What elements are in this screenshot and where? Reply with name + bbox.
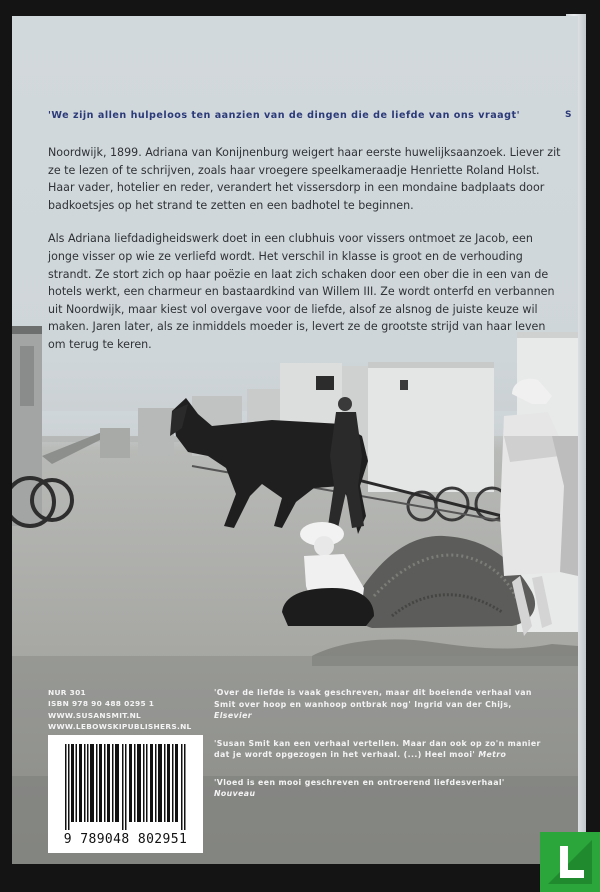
barcode-label — [48, 735, 203, 853]
spine-letter: S — [565, 110, 572, 120]
review-quote-text: 'Over de liefde is vaak geschreven, maar dit boeiende verhaal van Smit over hoop en wanhoop ontbrak nog' Ingrid van der Chijs, — [214, 688, 532, 709]
publication-info — [48, 687, 192, 732]
nur-code: NUR 301 — [48, 688, 86, 697]
review-quote — [214, 777, 549, 800]
review-source: Metro — [478, 750, 507, 759]
review-source: Nouveau — [214, 789, 256, 798]
barcode-number: 9 789048 802951 — [63, 832, 188, 847]
cover-panel — [12, 16, 578, 864]
publisher-website: WWW.LEBOWSKIPUBLISHERS.NL — [48, 721, 192, 731]
barcode-icon — [65, 744, 186, 830]
isbn: ISBN 978 90 488 0295 1 — [48, 699, 155, 709]
synopsis-paragraph-1: Noordwijk, 1899. Adriana van Konijnenburg weigert haar eerste huwelijksaanzoek. Liever zit ze te lezen of te schrijven, zoals haar vroegere speelkameraadje Henriette Roland Holst. Haar vader, hotelier en reder, verandert het vissersdorp in een mondaine badplaats door badkoetsjes op het strand te zetten en een badhotel te beginnen. — [48, 146, 561, 212]
pull-quote-headline: 'We zijn allen hulpeloos ten aanzien van de dingen die de liefde van ons vraagt' — [48, 110, 521, 121]
review-quote-text: 'Susan Smit kan een verhaal vertellen. Maar dan ook op zo'n manier dat je wordt opgezogen in het verhaal. (...) Heel mooi' — [214, 738, 541, 759]
synopsis — [48, 144, 562, 370]
review-quote — [214, 687, 549, 722]
review-quotes — [214, 687, 549, 816]
review-source: Elsevier — [214, 711, 253, 720]
lastdodo-L-icon — [540, 832, 600, 892]
watermark-badge — [540, 832, 600, 892]
author-website: WWW.SUSANSMIT.NL — [48, 710, 142, 720]
review-quote-text: 'Vloed is een mooi geschreven en ontroerend liefdesverhaal' — [214, 777, 505, 787]
synopsis-paragraph-2: Als Adriana liefdadigheidswerk doet in een clubhuis voor vissers ontmoet ze Jacob, een jonge visser op wie ze verliefd wordt. Het verschil in klasse is groot en de verhouding strandt. Ze stort zich op haar poëzie en laat zich schaken door een ober die in een van de hotels werkt, een charmeur en bastaardkind van Willem III. Ze wordt onterfd en verbannen uit Noordwijk, maar kiest vol overgave voor de liefde, alsof ze alsnog de juiste keuze wil maken. Jaren later, als ze inmiddels moeder is, levert ze de grootste strijd van haar leven om terug te keren. — [48, 232, 555, 351]
review-quote — [214, 738, 549, 761]
